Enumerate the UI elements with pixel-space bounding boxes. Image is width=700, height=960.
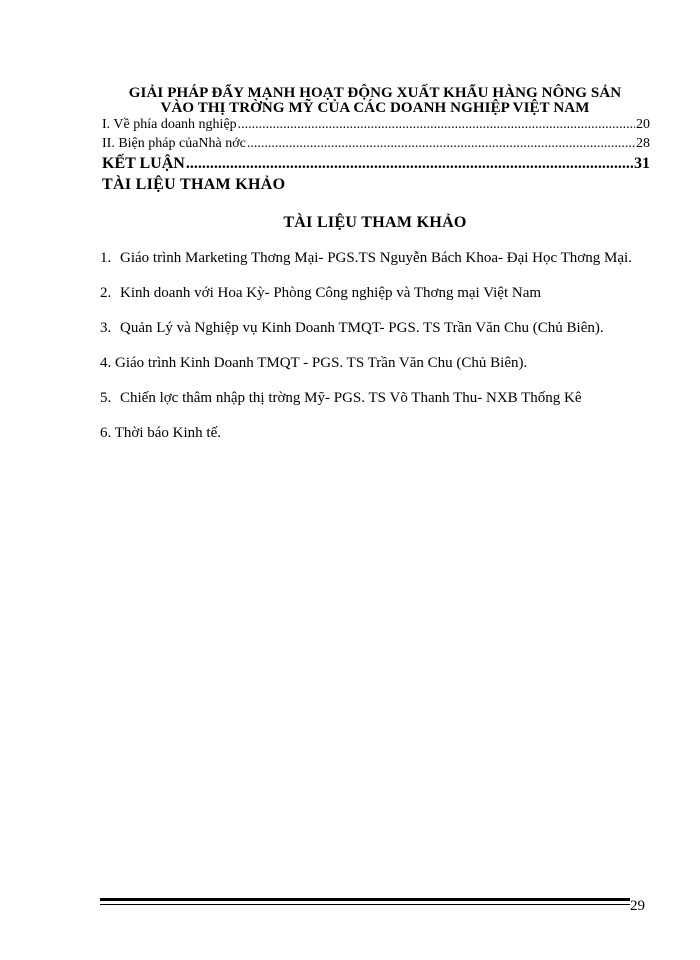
- reference-number: 3.: [100, 320, 112, 336]
- reference-number: 6.: [100, 425, 112, 441]
- reference-item: [100, 351, 650, 376]
- toc-leader-dots: [238, 117, 635, 133]
- reference-text: Giáo trình Marketing Thơng Mại- PGS.TS Nguyễn Bách Khoa- Đại Học Thơng Mại.: [120, 250, 632, 266]
- toc-heading-line1: GIẢI PHÁP ĐẨY MẠNH HOẠT ĐỘNG XUẤT KHẨU HÀNG NÔNG SẢN: [128, 85, 622, 101]
- toc-entry-label: I. Về phía doanh nghiệp: [102, 117, 237, 132]
- footer-rule-thick: [100, 898, 630, 901]
- toc-leader-dots: [186, 155, 633, 173]
- reference-number: 1.: [100, 250, 112, 266]
- toc-entry-label: KẾT LUẬN: [102, 155, 185, 172]
- reference-text: Chiến lợc thâm nhập thị trờng Mỹ- PGS. TS Võ Thanh Thu- NXB Thống Kê: [120, 390, 582, 406]
- reference-text: Thời báo Kinh tế.: [114, 425, 221, 441]
- toc-entry-references[interactable]: TÀI LIỆU THAM KHẢO: [102, 176, 286, 193]
- reference-number: 4.: [100, 355, 112, 371]
- reference-text: Quản Lý và Nghiệp vụ Kinh Doanh TMQT- PGS. TS Trần Văn Chu (Chủ Biên).: [120, 320, 604, 336]
- toc-entry-page: 31: [634, 155, 650, 172]
- reference-text: Giáo trình Kinh Doanh TMQT - PGS. TS Trần Văn Chu (Chủ Biên).: [115, 355, 528, 371]
- reference-text: Kinh doanh với Hoa Kỳ- Phòng Công nghiệp và Thơng mại Việt Nam: [120, 285, 542, 301]
- references-list: [100, 246, 650, 456]
- toc-entry-2[interactable]: [102, 136, 650, 152]
- reference-item: [100, 246, 650, 271]
- toc-entry-1[interactable]: [102, 117, 650, 133]
- toc-entry-page: 20: [636, 117, 650, 132]
- page-number: 29: [630, 898, 645, 914]
- toc-entry-3[interactable]: [102, 155, 650, 173]
- toc-entry-label: II. Biện pháp củaNhà nớc: [102, 136, 246, 151]
- toc-leader-dots: [247, 136, 635, 152]
- reference-item: [100, 316, 650, 341]
- reference-item: [100, 281, 650, 306]
- reference-number: 5.: [100, 390, 112, 406]
- toc-entry-page: 28: [636, 136, 650, 151]
- footer-rule-thin: [100, 904, 630, 905]
- reference-item: [100, 421, 650, 446]
- reference-number: 2.: [100, 285, 112, 301]
- reference-item: [100, 386, 650, 411]
- toc-heading-line2: VÀO THỊ TRỜNG MỸ CỦA CÁC DOANH NGHIỆP VIỆT NAM: [160, 100, 590, 116]
- references-title: TÀI LIỆU THAM KHẢO: [283, 214, 467, 231]
